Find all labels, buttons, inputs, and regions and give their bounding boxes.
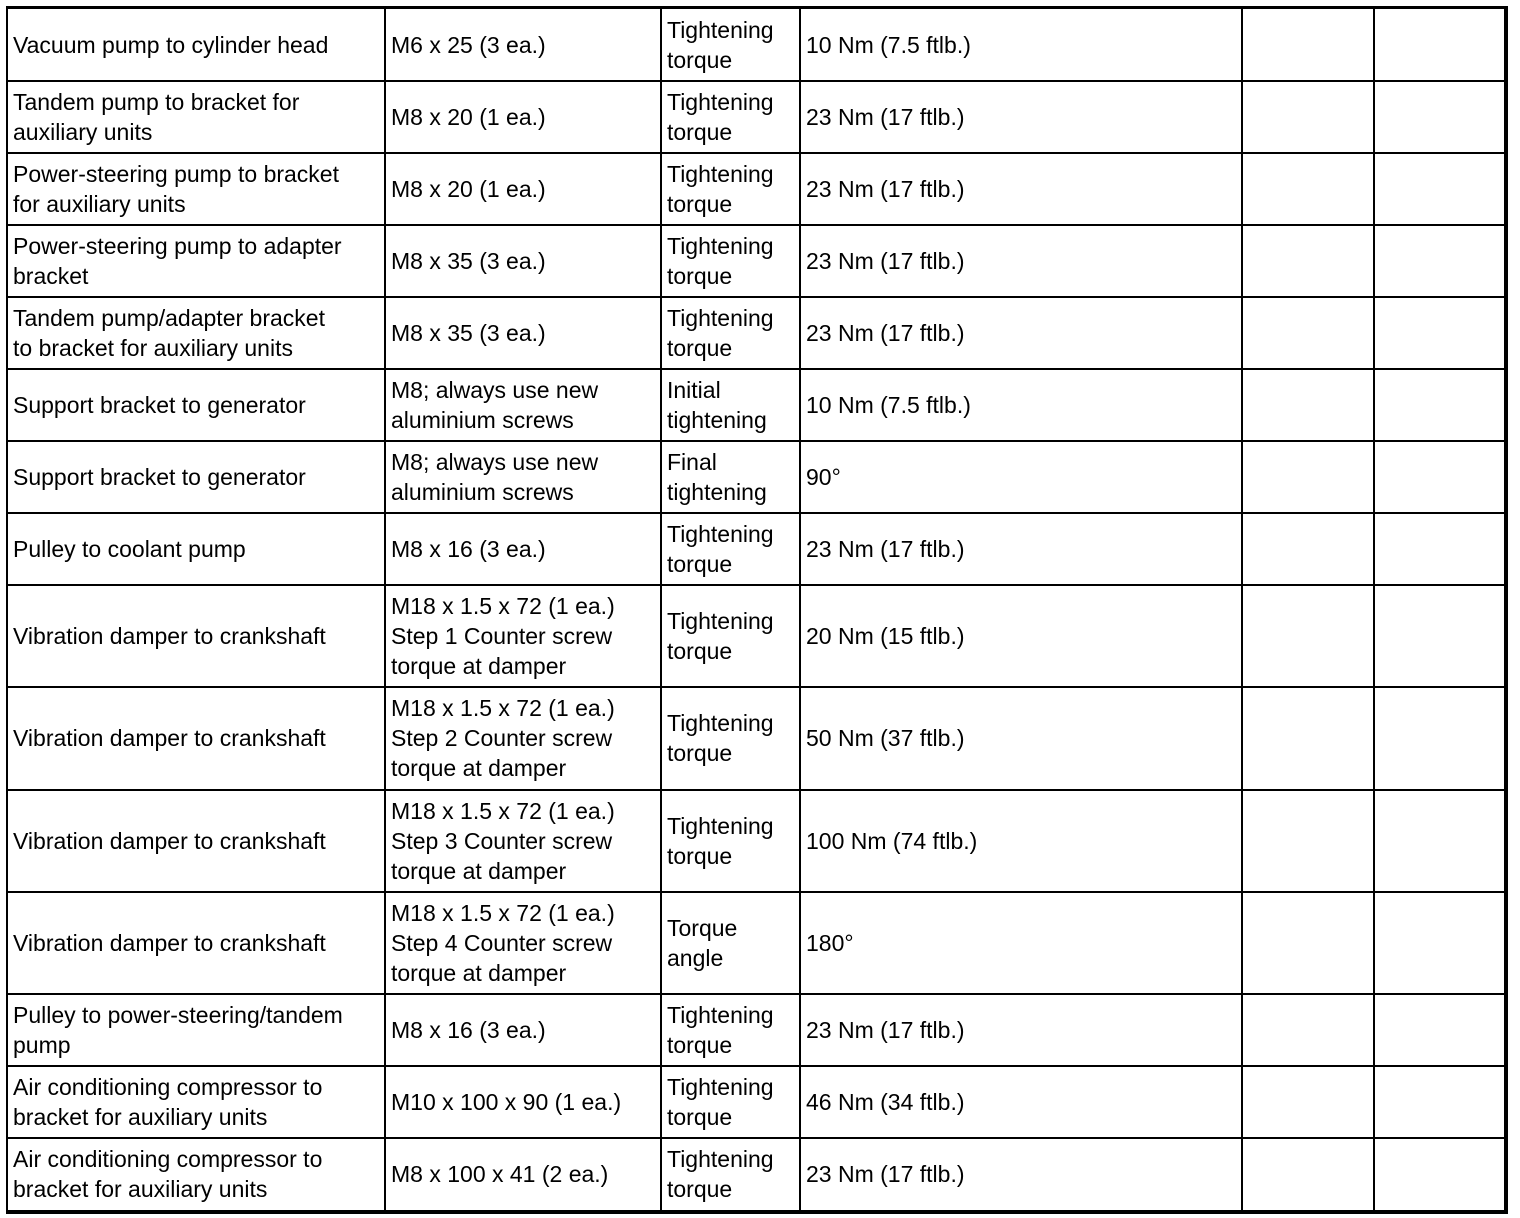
table-row: [8, 297, 1504, 369]
blank-cell: [1374, 297, 1504, 369]
spec-value-cell: 23 Nm (17 ftlb.): [800, 994, 1242, 1066]
blank-cell: [1374, 994, 1504, 1066]
spec-value-cell: 10 Nm (7.5 ftlb.): [800, 369, 1242, 441]
component-cell: Power-steering pump to bracket for auxiliary units: [8, 153, 385, 225]
spec-type-cell: Tightening torque: [661, 225, 800, 297]
blank-cell: [1374, 1138, 1504, 1210]
fastener-cell: M6 x 25 (3 ea.): [385, 9, 661, 81]
spec-value-cell: 46 Nm (34 ftlb.): [800, 1066, 1242, 1138]
blank-cell: [1242, 1138, 1374, 1210]
table-row: [8, 687, 1504, 789]
fastener-cell: M8; always use new aluminium screws: [385, 441, 661, 513]
blank-cell: [1374, 9, 1504, 81]
table-row: [8, 1138, 1504, 1210]
spec-type-cell: Torque angle: [661, 892, 800, 994]
table-row: [8, 790, 1504, 892]
fastener-cell: M10 x 100 x 90 (1 ea.): [385, 1066, 661, 1138]
spec-value-cell: 180°: [800, 892, 1242, 994]
spec-value-cell: 50 Nm (37 ftlb.): [800, 687, 1242, 789]
fastener-cell: M8 x 35 (3 ea.): [385, 225, 661, 297]
table-row: [8, 9, 1504, 81]
component-cell: Air conditioning compressor to bracket for auxiliary units: [8, 1138, 385, 1210]
spec-type-cell: Tightening torque: [661, 297, 800, 369]
component-cell: Vibration damper to crankshaft: [8, 892, 385, 994]
blank-cell: [1242, 297, 1374, 369]
component-cell: Vibration damper to crankshaft: [8, 790, 385, 892]
spec-type-cell: Tightening torque: [661, 1138, 800, 1210]
component-cell: Air conditioning compressor to bracket for auxiliary units: [8, 1066, 385, 1138]
blank-cell: [1242, 9, 1374, 81]
blank-cell: [1374, 225, 1504, 297]
table-row: [8, 153, 1504, 225]
spec-type-cell: Tightening torque: [661, 9, 800, 81]
blank-cell: [1242, 513, 1374, 585]
fastener-cell: M8 x 16 (3 ea.): [385, 513, 661, 585]
spec-type-cell: Tightening torque: [661, 153, 800, 225]
component-cell: Vibration damper to crankshaft: [8, 687, 385, 789]
spec-type-cell: Initial tightening: [661, 369, 800, 441]
blank-cell: [1242, 369, 1374, 441]
spec-type-cell: Tightening torque: [661, 1066, 800, 1138]
spec-value-cell: 23 Nm (17 ftlb.): [800, 513, 1242, 585]
spec-type-cell: Tightening torque: [661, 994, 800, 1066]
spec-value-cell: 23 Nm (17 ftlb.): [800, 297, 1242, 369]
spec-type-cell: Tightening torque: [661, 687, 800, 789]
table-row: [8, 369, 1504, 441]
blank-cell: [1374, 892, 1504, 994]
table-row: [8, 585, 1504, 687]
spec-type-cell: Tightening torque: [661, 585, 800, 687]
torque-spec-table-frame: [6, 6, 1508, 1214]
spec-value-cell: 90°: [800, 441, 1242, 513]
component-cell: Vacuum pump to cylinder head: [8, 9, 385, 81]
spec-value-cell: 23 Nm (17 ftlb.): [800, 81, 1242, 153]
blank-cell: [1374, 687, 1504, 789]
blank-cell: [1374, 585, 1504, 687]
blank-cell: [1242, 585, 1374, 687]
table-row: [8, 441, 1504, 513]
component-cell: Tandem pump to bracket for auxiliary units: [8, 81, 385, 153]
blank-cell: [1242, 1066, 1374, 1138]
blank-cell: [1374, 153, 1504, 225]
component-cell: Support bracket to generator: [8, 441, 385, 513]
blank-cell: [1242, 81, 1374, 153]
blank-cell: [1374, 513, 1504, 585]
fastener-cell: M18 x 1.5 x 72 (1 ea.) Step 3 Counter screw torque at damper: [385, 790, 661, 892]
blank-cell: [1242, 441, 1374, 513]
table-row: [8, 1066, 1504, 1138]
component-cell: Pulley to power-steering/tandem pump: [8, 994, 385, 1066]
fastener-cell: M18 x 1.5 x 72 (1 ea.) Step 4 Counter screw torque at damper: [385, 892, 661, 994]
fastener-cell: M8; always use new aluminium screws: [385, 369, 661, 441]
blank-cell: [1242, 225, 1374, 297]
blank-cell: [1242, 790, 1374, 892]
blank-cell: [1242, 994, 1374, 1066]
fastener-cell: M18 x 1.5 x 72 (1 ea.) Step 1 Counter screw torque at damper: [385, 585, 661, 687]
fastener-cell: M8 x 100 x 41 (2 ea.): [385, 1138, 661, 1210]
spec-value-cell: 100 Nm (74 ftlb.): [800, 790, 1242, 892]
blank-cell: [1374, 441, 1504, 513]
table-row: [8, 81, 1504, 153]
spec-value-cell: 10 Nm (7.5 ftlb.): [800, 9, 1242, 81]
component-cell: Support bracket to generator: [8, 369, 385, 441]
component-cell: Tandem pump/adapter bracket to bracket for auxiliary units: [8, 297, 385, 369]
fastener-cell: M18 x 1.5 x 72 (1 ea.) Step 2 Counter screw torque at damper: [385, 687, 661, 789]
spec-value-cell: 23 Nm (17 ftlb.): [800, 225, 1242, 297]
spec-value-cell: 23 Nm (17 ftlb.): [800, 153, 1242, 225]
blank-cell: [1242, 153, 1374, 225]
table-row: [8, 225, 1504, 297]
fastener-cell: M8 x 16 (3 ea.): [385, 994, 661, 1066]
spec-type-cell: Tightening torque: [661, 81, 800, 153]
table-row: [8, 994, 1504, 1066]
torque-spec-table: [8, 9, 1504, 1210]
fastener-cell: M8 x 35 (3 ea.): [385, 297, 661, 369]
component-cell: Pulley to coolant pump: [8, 513, 385, 585]
table-row: [8, 513, 1504, 585]
spec-type-cell: Tightening torque: [661, 790, 800, 892]
blank-cell: [1374, 1066, 1504, 1138]
component-cell: Power-steering pump to adapter bracket: [8, 225, 385, 297]
component-cell: Vibration damper to crankshaft: [8, 585, 385, 687]
spec-type-cell: Final tightening: [661, 441, 800, 513]
blank-cell: [1374, 790, 1504, 892]
fastener-cell: M8 x 20 (1 ea.): [385, 81, 661, 153]
spec-value-cell: 20 Nm (15 ftlb.): [800, 585, 1242, 687]
spec-type-cell: Tightening torque: [661, 513, 800, 585]
blank-cell: [1242, 687, 1374, 789]
table-row: [8, 892, 1504, 994]
blank-cell: [1242, 892, 1374, 994]
spec-value-cell: 23 Nm (17 ftlb.): [800, 1138, 1242, 1210]
blank-cell: [1374, 81, 1504, 153]
fastener-cell: M8 x 20 (1 ea.): [385, 153, 661, 225]
blank-cell: [1374, 369, 1504, 441]
